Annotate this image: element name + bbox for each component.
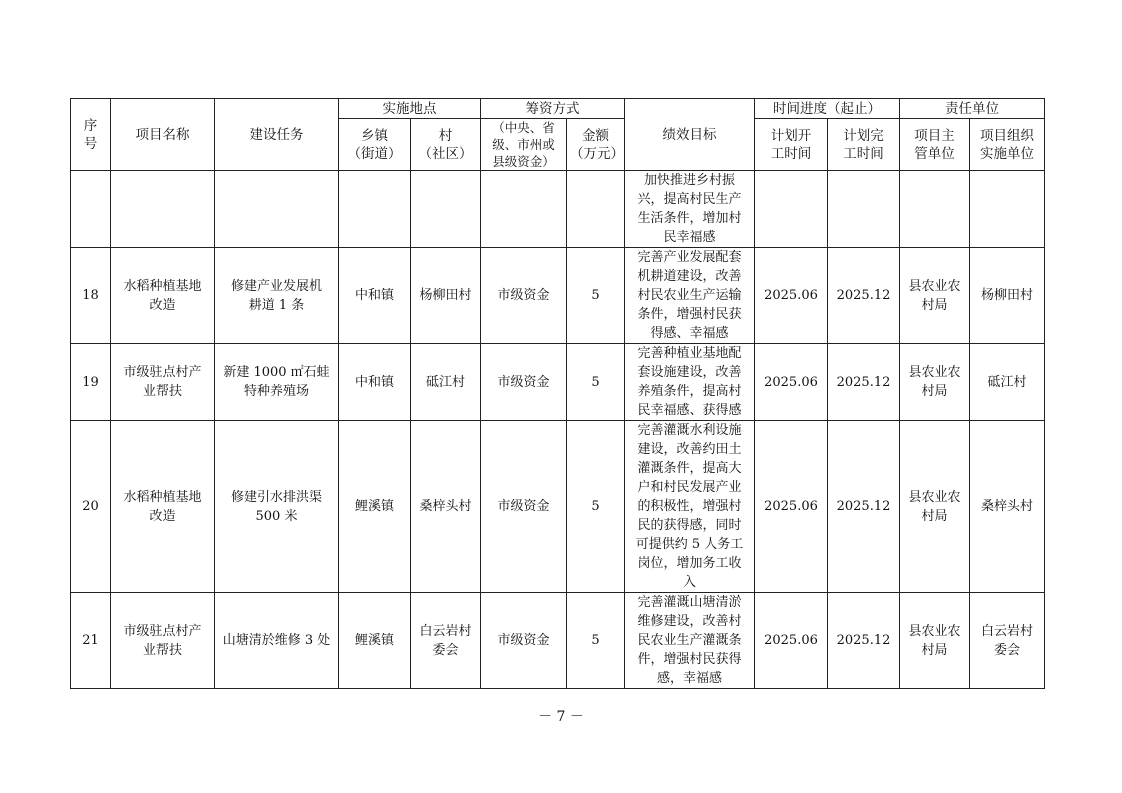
header-responsible: 责任单位 [900, 99, 1045, 119]
amount-cell: 5 [567, 344, 625, 421]
header-town: 乡镇 （街道） [339, 119, 411, 171]
implementer-cell: 桑梓头村 [970, 421, 1045, 593]
project-name-cell: 市级驻点村产 业帮扶 [111, 593, 215, 689]
header-seq: 序 号 [71, 99, 111, 171]
amount-cell: 5 [567, 421, 625, 593]
header-start: 计划开 工时间 [755, 119, 828, 171]
goal-cell: 完善种植业基地配 套设施建设，改善 养殖条件，提高村 民幸福感、获得感 [625, 344, 755, 421]
header-funding: 筹资方式 [481, 99, 625, 119]
end-cell: 2025.12 [828, 248, 900, 344]
source-cell: 市级资金 [481, 248, 567, 344]
start-cell: 2025.06 [755, 248, 828, 344]
project-name-cell: 市级驻点村产 业帮扶 [111, 344, 215, 421]
project-name-cell: 水稻种植基地 改造 [111, 421, 215, 593]
header-end: 计划完 工时间 [828, 119, 900, 171]
goal-cell: 完善灌溉山塘清淤 维修建设，改善村 民农业生产灌溉条 件，增强村民获得 感，幸福感 [625, 593, 755, 689]
header-project-name: 项目名称 [111, 99, 215, 171]
start-cell: 2025.06 [755, 344, 828, 421]
project-table [70, 98, 1045, 689]
supervisor-cell: 县农业农 村局 [900, 593, 970, 689]
seq-cell: 19 [71, 344, 111, 421]
table-row [71, 593, 1045, 689]
goal-cell: 完善灌溉水利设施 建设，改善约田土 灌溉条件，提高大 户和村民发展产业 的积极性，增强村 民的获得感，同时 可提供约 5 人务工 岗位，增加务工收 入 [625, 421, 755, 593]
town-cell: 鲤溪镇 [339, 421, 411, 593]
table-row [71, 248, 1045, 344]
task-cell: 修建引水排洪渠 500 米 [215, 421, 339, 593]
seq-cell: 21 [71, 593, 111, 689]
seq-cell: 18 [71, 248, 111, 344]
header-location: 实施地点 [339, 99, 481, 119]
end-cell: 2025.12 [828, 421, 900, 593]
implementer-cell: 砥江村 [970, 344, 1045, 421]
town-cell: 中和镇 [339, 344, 411, 421]
task-cell: 修建产业发展机 耕道 1 条 [215, 248, 339, 344]
seq-cell: 20 [71, 421, 111, 593]
header-schedule: 时间进度（起止） [755, 99, 900, 119]
implementer-cell: 白云岩村 委会 [970, 593, 1045, 689]
goal-cell: 完善产业发展配套 机耕道建设，改善 村民农业生产运输 条件，增强村民获 得感、幸福感 [625, 248, 755, 344]
amount-cell: 5 [567, 593, 625, 689]
task-cell: 新建 1000 ㎡石蛙 特种养殖场 [215, 344, 339, 421]
town-cell: 中和镇 [339, 248, 411, 344]
header-goal: 绩效目标 [625, 99, 755, 171]
table-row-continuation [71, 171, 1045, 248]
supervisor-cell: 县农业农 村局 [900, 344, 970, 421]
town-cell: 鲤溪镇 [339, 593, 411, 689]
header-amount: 金额 （万元） [567, 119, 625, 171]
end-cell: 2025.12 [828, 344, 900, 421]
start-cell: 2025.06 [755, 593, 828, 689]
page-number: － 7 － [538, 709, 584, 725]
header-implementer: 项目组织 实施单位 [970, 119, 1045, 171]
amount-cell: 5 [567, 248, 625, 344]
source-cell: 市级资金 [481, 344, 567, 421]
start-cell: 2025.06 [755, 421, 828, 593]
supervisor-cell: 县农业农 村局 [900, 248, 970, 344]
village-cell: 砥江村 [411, 344, 481, 421]
table-row [71, 344, 1045, 421]
end-cell: 2025.12 [828, 593, 900, 689]
village-cell: 杨柳田村 [411, 248, 481, 344]
source-cell: 市级资金 [481, 421, 567, 593]
header-village: 村 （社区） [411, 119, 481, 171]
project-name-cell: 水稻种植基地 改造 [111, 248, 215, 344]
supervisor-cell: 县农业农 村局 [900, 421, 970, 593]
village-cell: 白云岩村 委会 [411, 593, 481, 689]
source-cell: 市级资金 [481, 593, 567, 689]
village-cell: 桑梓头村 [411, 421, 481, 593]
table-row [71, 421, 1045, 593]
task-cell: 山塘清於维修 3 处 [215, 593, 339, 689]
header-funding-source: （中央、省 级、市州或 县级资金） [481, 119, 567, 171]
goal-cell: 加快推进乡村振 兴，提高村民生产 生活条件，增加村 民幸福感 [625, 171, 755, 248]
implementer-cell: 杨柳田村 [970, 248, 1045, 344]
header-supervisor: 项目主 管单位 [900, 119, 970, 171]
header-task: 建设任务 [215, 99, 339, 171]
